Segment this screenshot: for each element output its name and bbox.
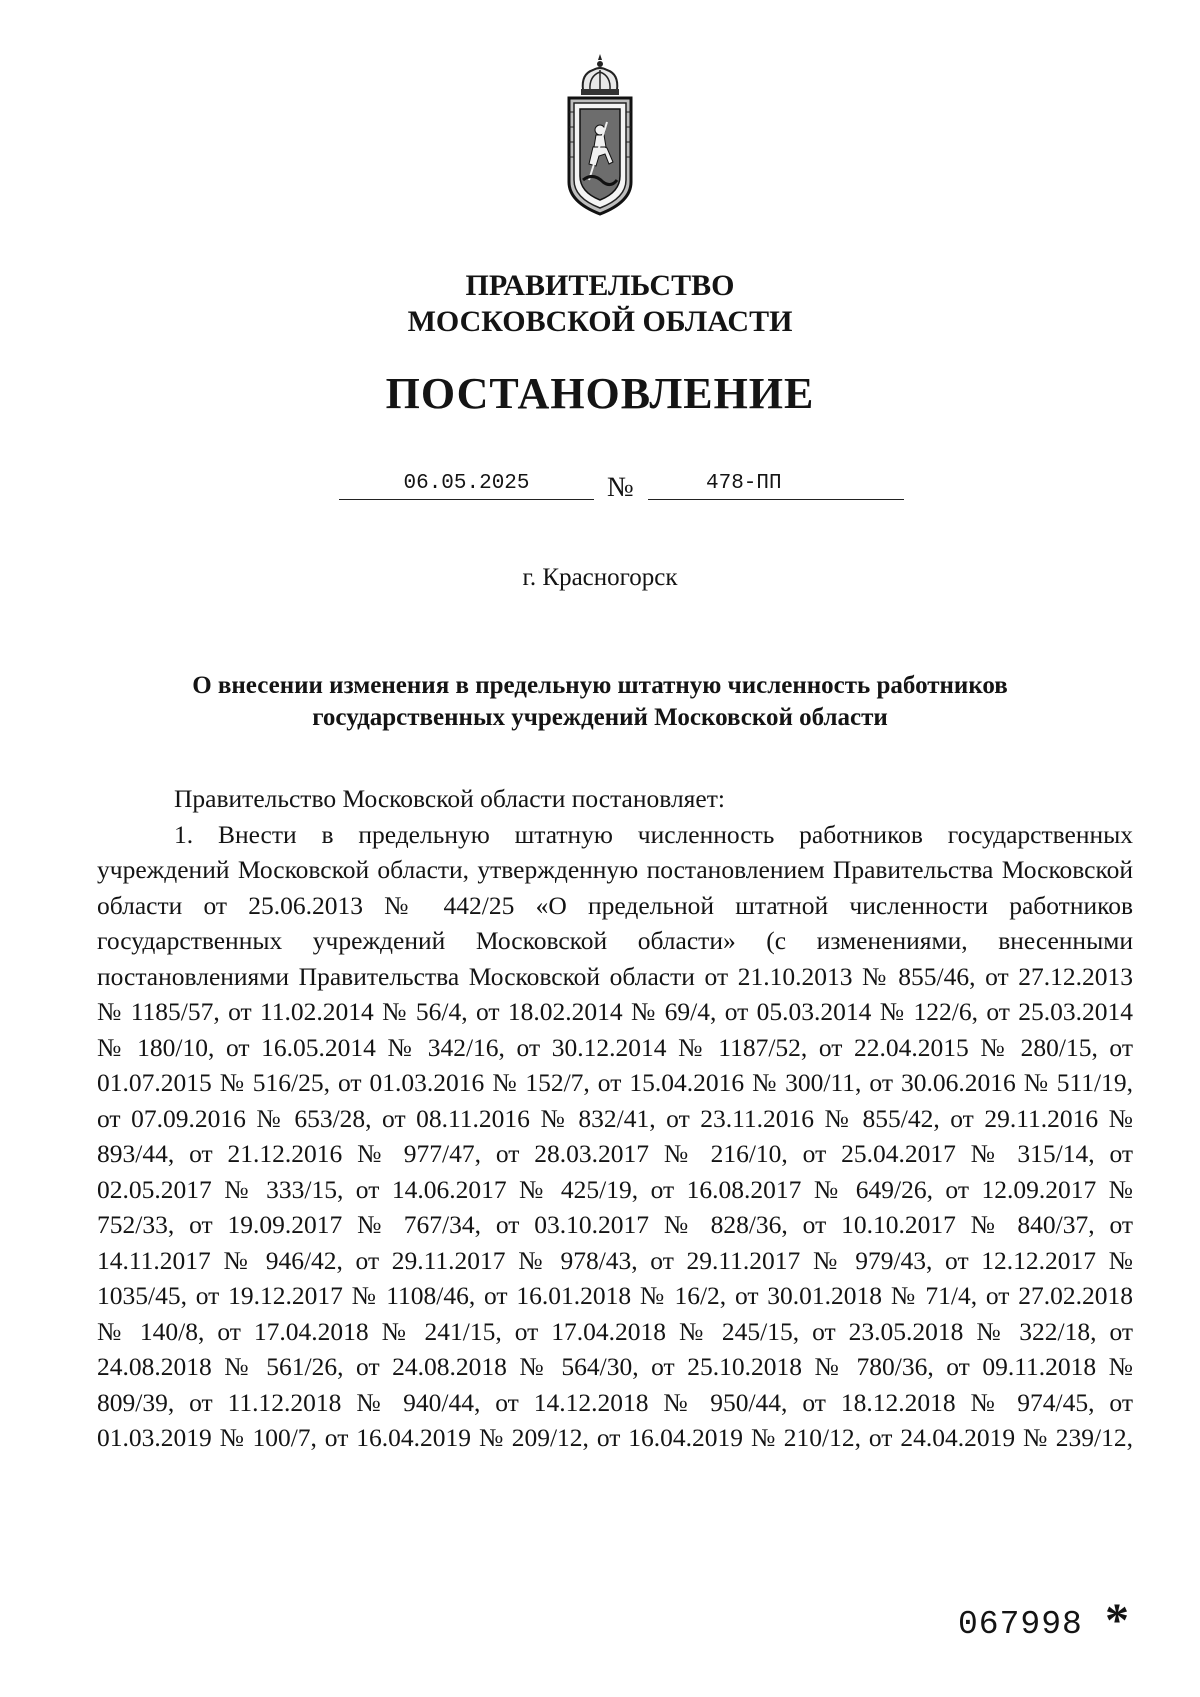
moscow-oblast-coat-of-arms-icon — [563, 52, 637, 217]
form-serial-number: 067998 — [958, 1606, 1083, 1643]
document-body — [97, 781, 1133, 1456]
serial-mark: * — [1105, 1594, 1129, 1647]
org-line-1: ПРАВИТЕЛЬСТВО — [465, 269, 735, 302]
issue-city: г. Красногорск — [522, 564, 678, 591]
body-intro: Правительство Московской области постановляет: — [174, 784, 725, 813]
document-subject — [120, 670, 1080, 734]
document-type: ПОСТАНОВЛЕНИЕ — [385, 369, 815, 418]
org-line-2: МОСКОВСКОЙ ОБЛАСТИ — [407, 305, 793, 338]
clause-1: 1. Внести в предельную штатную численность работников государственных учреждений Московской области, утвержденную постановлением Правительства Московской области от 25.06.2013 № 442/25 «О предельной штатной численности работников государственных учреждений Московской области» (с изменениями, внесенными постановлениями Правительства Московской области от 21.10.2013 № 855/46, от 27.12.2013 № 1185/57, от 11.02.2014 № 56/4, от 18.02.2014 № 69/4, от 05.03.2014 № 122/6, от 25.03.2014 № 180/10, от 16.05.2014 № 342/16, от 30.12.2014 № 1187/52, от 22.04.2015 № 280/15, от 01.07.2015 № 516/25, от 01.03.2016 № 152/7, от 15.04.2016 № 300/11, от 30.06.2016 № 511/19, от 07.09.2016 № 653/28, от 08.11.2016 № 832/41, от 23.11.2016 № 855/42, от 29.11.2016 № 893/44, от 21.12.2016 № 977/47, от 28.03.2017 № 216/10, от 25.04.2017 № 315/14, от 02.05.2017 № 333/15, от 14.06.2017 № 425/19, от 16.08.2017 № 649/26, от 12.09.2017 № 752/33, от 19.09.2017 № 767/34, от 03.10.2017 № 828/36, от 10.10.2017 № 840/37, от 14.11.2017 № 946/42, от 29.11.2017 № 978/43, от 29.11.2017 № 979/43, от 12.12.2017 № 1035/45, от 19.12.2017 № 1108/46, от 16.01.2018 № 16/2, от 30.01.2018 № 71/4, от 27.02.2018 № 140/8, от 17.04.2018 № 241/15, от 17.04.2018 № 245/15, от 23.05.2018 № 322/18, от 24.08.2018 № 561/26, от 24.08.2018 № 564/30, от 25.10.2018 № 780/36, от 09.11.2018 № 809/39, от 11.12.2018 № 940/44, от 14.12.2018 № 950/44, от 18.12.2018 № 974/45, от 01.03.2019 № 100/7, от 16.04.2019 № 209/12, от 16.04.2019 № 210/12, от 24.04.2019 № 239/12, — [97, 819, 1133, 1452]
issuing-authority — [0, 268, 1200, 340]
document-number-field — [648, 455, 904, 500]
subject-line-2: государственных учреждений Московской области — [312, 704, 888, 731]
number-sign: № — [607, 472, 634, 503]
document-date-field — [339, 455, 594, 500]
document-date: 06.05.2025 — [403, 472, 530, 495]
subject-line-1: О внесении изменения в предельную штатную численность работников — [192, 672, 1008, 699]
document-number: 478-ПП — [706, 472, 782, 495]
